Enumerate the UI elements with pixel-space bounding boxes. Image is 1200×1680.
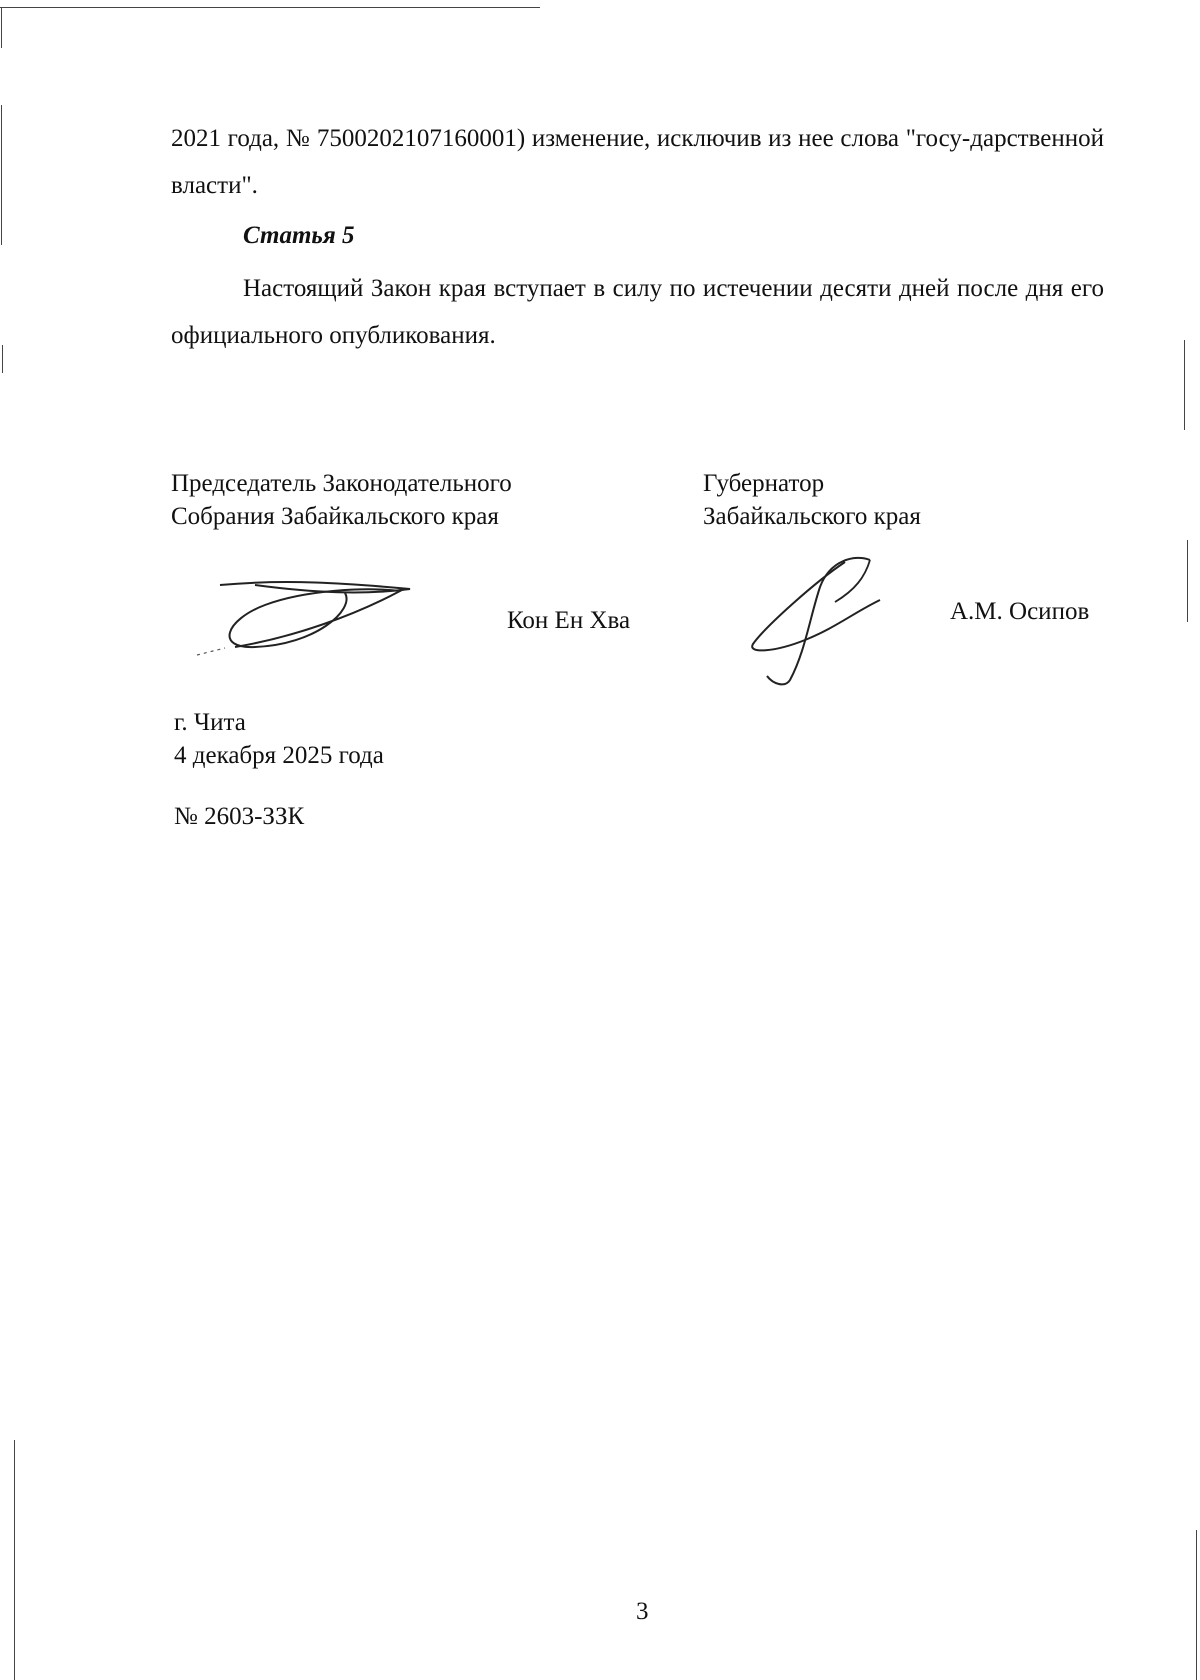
paragraph-continuation: 2021 года, № 7500202107160001) изменение, исключив из нее слова "госу-дарственной власти". xyxy=(171,125,1104,199)
signatory-left-name: Кон Ен Хва xyxy=(507,607,631,634)
signatory-right-title-line2: Забайкальского края xyxy=(703,503,921,530)
handwritten-signature-right xyxy=(745,552,890,692)
scan-edge-right-2 xyxy=(1187,540,1188,622)
scan-edge-left-2 xyxy=(1,105,2,245)
page-number: 3 xyxy=(636,1598,649,1625)
city: г. Чита xyxy=(174,709,246,736)
place-and-date xyxy=(174,706,384,772)
scan-edge-left xyxy=(1,8,2,48)
article-heading: Статья 5 xyxy=(243,222,355,249)
scan-edge-left-3 xyxy=(2,345,3,373)
signatory-left-title-line1: Председатель Законодательного xyxy=(171,470,512,497)
date: 4 декабря 2025 года xyxy=(174,742,384,769)
scan-edge-right xyxy=(1184,340,1185,430)
paragraph-article-5: Настоящий Закон края вступает в силу по истечении десяти дней после дня его официального опубликования. xyxy=(171,275,1104,349)
scan-edge-left-4 xyxy=(14,1440,15,1680)
signatory-right-title-line1: Губернатор xyxy=(703,470,825,497)
signatory-left-title-line2: Собрания Забайкальского края xyxy=(171,503,499,530)
handwritten-signature-left xyxy=(195,575,415,660)
signatory-right-name: А.М. Осипов xyxy=(950,598,1090,625)
scan-edge-top xyxy=(0,7,540,8)
signatory-left-title xyxy=(171,467,512,533)
signatory-right-title xyxy=(703,467,921,533)
law-number: № 2603-ЗЗК xyxy=(174,803,305,830)
scan-edge-right-3 xyxy=(1196,1530,1197,1680)
